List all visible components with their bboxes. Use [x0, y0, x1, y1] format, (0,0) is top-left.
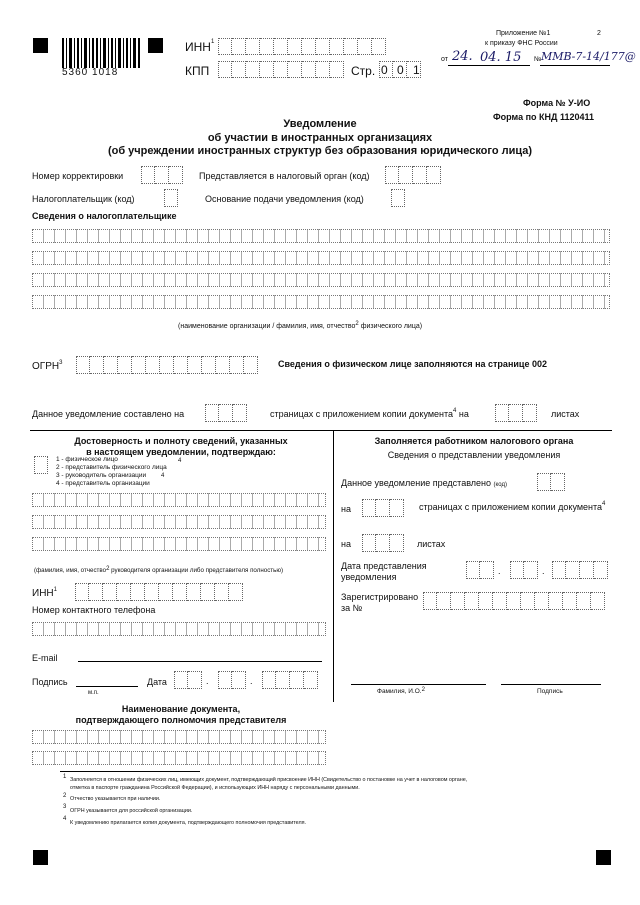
submission-basis-cell[interactable] — [391, 189, 405, 207]
signature-label: Подпись — [32, 677, 68, 687]
stamp-place-label: м.п. — [88, 690, 99, 696]
signer-fio-row-1[interactable] — [32, 493, 326, 507]
right-heading: Заполняется работником налогового органа — [374, 436, 574, 446]
signer-inn-cells[interactable] — [75, 583, 243, 601]
org-name-row-4[interactable] — [32, 295, 610, 309]
officer-name-line[interactable] — [351, 684, 486, 685]
pages-count-cells[interactable] — [205, 404, 247, 422]
appendix-date-day: 24. — [452, 49, 473, 64]
officer-signature-caption: Подпись — [537, 688, 563, 695]
submitted-to-label: Представляется в налоговый орган (код) — [199, 171, 370, 181]
presentation-date-label-1: Дата представления — [341, 561, 427, 571]
org-name-row-2[interactable] — [32, 251, 610, 265]
signer-date-year-cells[interactable] — [262, 671, 318, 689]
page-label: Стр. — [351, 64, 376, 78]
footnote-1-number: 1 — [63, 774, 67, 780]
signer-inn-label: ИНН$^1$ — [32, 587, 57, 599]
tax-office-code-cells[interactable] — [385, 166, 441, 184]
sheets-count-cells[interactable] — [495, 404, 537, 422]
barcode — [62, 38, 140, 78]
doc-title-2: подтверждающего полномочия представителя — [75, 715, 287, 725]
kpp-label: КПП — [185, 64, 210, 78]
footnote-2-text: Отчество указывается при наличии. — [70, 796, 161, 802]
phone-label: Номер контактного телефона — [32, 605, 156, 615]
signer-option-2: 2 - представитель физического лица — [56, 464, 167, 471]
footnote-1-line-a: Заполняется в отношении физических лиц, имеющих документ, подтверждающий присвоение ИНН (Свидетельство о постановке на учет в налоговом органе, — [70, 777, 468, 783]
footnote-3-number: 3 — [63, 804, 67, 810]
inn-cells[interactable] — [218, 38, 386, 55]
right-sheets-label: листах — [417, 539, 446, 549]
right-pages-cells[interactable] — [362, 499, 404, 517]
presentation-date-label-2: уведомления — [341, 572, 397, 582]
presented-label: Данное уведомление представлено (код) — [341, 478, 507, 488]
footnote-1-line-b: отметка в паспорте гражданина Российской Федерации), и использующих ИНН наряду с персональными данными. — [70, 785, 360, 791]
right-on-label-2: на — [341, 539, 351, 549]
signer-option-sup-b: 4 — [161, 473, 165, 479]
appendix-date-underline — [448, 65, 530, 66]
kpp-cells[interactable] — [218, 61, 344, 78]
right-pages-with-copy: страницах с приложением копии документа$^4$ — [419, 501, 606, 512]
corner-marker-bottom-left — [33, 850, 48, 865]
taxpayer-info-heading: Сведения о налогоплательщике — [32, 211, 177, 221]
correction-number-cells[interactable] — [141, 166, 183, 184]
signer-option-3: 3 - руководитель организации — [56, 472, 147, 479]
correction-number-label: Номер корректировки — [32, 171, 124, 181]
doc-row-1[interactable] — [32, 730, 326, 744]
title-line2: об участии в иностранных организациях — [207, 132, 433, 144]
right-on-label-1: на — [341, 504, 351, 514]
form-code: Форма № У-ИО — [523, 98, 591, 108]
title-line1: Уведомление — [283, 118, 357, 130]
appendix-number-prefix: № — [534, 56, 542, 63]
left-heading-2: в настоящем уведомлении, подтверждаю: — [86, 447, 276, 457]
org-name-row-1[interactable] — [32, 229, 610, 243]
barcode-number: 5360 1018 — [62, 67, 119, 78]
left-heading-1: Достоверность и полноту сведений, указанных — [74, 436, 288, 446]
footnote-3-text: ОГРН указывается для российской организации. — [70, 808, 193, 814]
phone-row[interactable] — [32, 622, 326, 636]
corner-marker-top-right — [148, 38, 163, 53]
right-subheading: Сведения о представлении уведомления — [387, 450, 561, 460]
presented-code-cells[interactable] — [537, 473, 565, 491]
footnote-divider — [60, 771, 200, 772]
signer-date-day-cells[interactable] — [174, 671, 202, 689]
appendix-page-ref: 2 — [597, 30, 601, 37]
doc-title-1: Наименование документа, — [121, 704, 241, 714]
presentation-date-dot-1: . — [498, 566, 501, 576]
registered-label-1: Зарегистрировано — [341, 592, 419, 602]
signer-fio-caption: (фамилия, имя, отчество2 руководителя организации либо представителя полностью) — [34, 566, 284, 574]
email-underline[interactable] — [78, 661, 322, 662]
signer-option-sup-a: 4 — [178, 458, 182, 464]
signer-date-month-cells[interactable] — [218, 671, 246, 689]
org-name-row-3[interactable] — [32, 273, 610, 287]
page-number-value: 0 0 1 — [381, 63, 423, 77]
date-label: Дата — [147, 677, 167, 687]
right-sheets-cells[interactable] — [362, 534, 404, 552]
ogrn-cells[interactable] — [76, 356, 258, 374]
title-line3: (об учреждении иностранных структур без образования юридического лица) — [107, 145, 533, 157]
section-divider — [30, 430, 612, 431]
individual-note: Сведения о физическом лице заполняются на странице 002 — [278, 359, 547, 369]
pages-middle: страницах с приложением копии документа$^4$ на — [270, 408, 469, 419]
doc-row-2[interactable] — [32, 751, 326, 765]
presentation-date-month-cells[interactable] — [510, 561, 538, 579]
appendix-date-month: 04. 15 — [480, 50, 522, 65]
signer-option-1: 1 - физическое лицо — [56, 456, 118, 463]
signature-underline[interactable] — [76, 686, 138, 687]
date-dot-1: . — [206, 676, 209, 686]
officer-name-caption: Фамилия, И.О.2 — [377, 687, 425, 695]
footnote-4-number: 4 — [63, 816, 67, 822]
column-divider — [333, 430, 334, 702]
email-label: E-mail — [32, 653, 58, 663]
appendix-line2: к приказу ФНС России — [485, 40, 558, 47]
taxpayer-code-cell[interactable] — [164, 189, 178, 207]
footnote-4-text: К уведомлению прилагается копия документа, подтверждающего полномочия представителя. — [70, 820, 307, 826]
org-name-caption: (наименование организации / фамилия, имя, отчество2 физического лица) — [178, 321, 423, 330]
submission-basis-label: Основание подачи уведомления (код) — [205, 194, 364, 204]
presentation-date-year-cells[interactable] — [552, 561, 608, 579]
registered-label-2: за № — [341, 603, 363, 613]
appendix-from-prefix: от — [441, 56, 448, 63]
appendix-line1: Приложение №1 — [496, 30, 551, 37]
signer-fio-row-2[interactable] — [32, 515, 326, 529]
footnote-2-number: 2 — [63, 793, 67, 799]
signer-type-cell[interactable] — [34, 456, 48, 474]
appendix-number-underline — [540, 65, 610, 66]
registration-number-cells[interactable] — [423, 592, 605, 610]
pages-prefix: Данное уведомление составлено на — [32, 409, 185, 419]
corner-marker-bottom-right — [596, 850, 611, 865]
inn-label: ИНН$^1$ — [185, 39, 215, 54]
taxpayer-code-label: Налогоплательщик (код) — [32, 194, 135, 204]
ogrn-label: ОГРН$^3$ — [32, 360, 63, 372]
signer-option-4: 4 - представитель организации — [56, 480, 150, 487]
officer-signature-line[interactable] — [501, 684, 601, 685]
presentation-date-day-cells[interactable] — [466, 561, 494, 579]
pages-suffix: листах — [551, 409, 580, 419]
appendix-number-value: ММВ-7-14/177@ — [541, 50, 636, 63]
presentation-date-dot-2: . — [542, 566, 545, 576]
date-dot-2: . — [250, 676, 253, 686]
knd-code: Форма по КНД 1120411 — [493, 112, 594, 122]
signer-fio-row-3[interactable] — [32, 537, 326, 551]
corner-marker-top-left — [33, 38, 48, 53]
